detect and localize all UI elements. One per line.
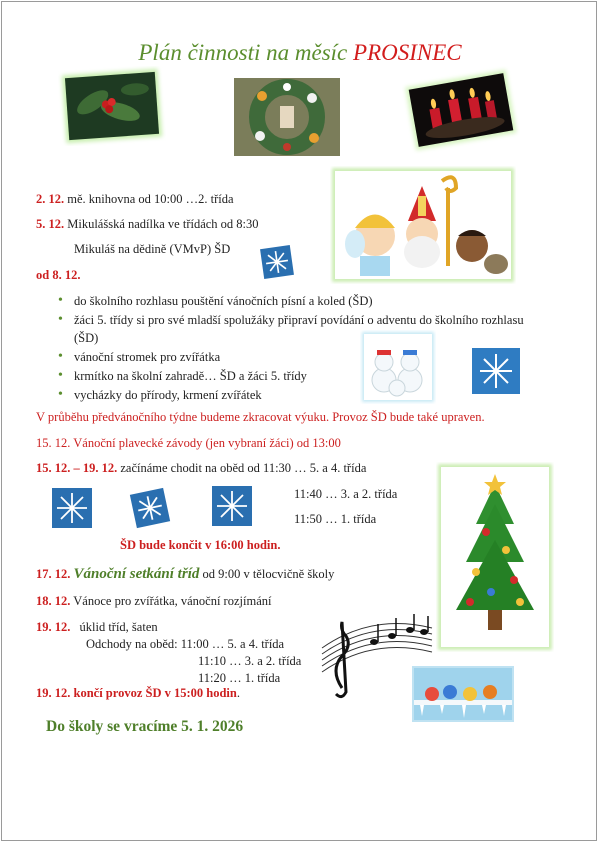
line-odchody-1120: 11:20 … 1. třída	[198, 671, 281, 685]
line-mikulas-nadilka	[36, 217, 259, 232]
notice-shortened-teaching: V průběhu předvánočního týdne budeme zkracovat výuku. Provoz ŠD bude také upraven.	[36, 410, 485, 424]
snowflake-icon	[210, 484, 254, 528]
date-label: 5. 12.	[36, 217, 65, 231]
line-konec-sd	[36, 686, 240, 701]
page-title	[0, 40, 600, 66]
line-text: končí provoz ŠD v 15:00 hodin	[73, 686, 237, 700]
line-text: Mikulášská nadílka ve třídách od 8:30	[67, 217, 259, 231]
line-odchody-1110: 11:10 … 3. a 2. třída	[198, 654, 302, 668]
holly-image	[58, 66, 166, 146]
list-item: • vánoční stromek pro zvířátka	[58, 348, 538, 366]
line-uklid	[36, 620, 158, 635]
christmas-tree-image	[436, 462, 554, 652]
line-odchody-1100: Odchody na oběd: 11:00 … 5. a 4. třída	[86, 637, 285, 651]
activity-list	[58, 292, 538, 405]
line-text: začínáme chodit na oběd od 11:30 … 5. a 4. třída	[120, 461, 367, 475]
footer-return-date: Do školy se vracíme 5. 1. 2026	[46, 718, 244, 735]
line-vanocni-setkani	[36, 566, 334, 583]
line-obed-1140: 11:40 … 3. a 2. třída	[294, 487, 398, 501]
list-item: • vycházky do přírody, krmení zvířátek	[58, 386, 538, 404]
birds-image	[410, 664, 516, 724]
date-label: 19. 12.	[36, 686, 71, 700]
list-item: • krmítko na školní zahradě… ŠD a žáci 5. třídy	[58, 367, 538, 385]
line-plavecke-zavody: 15. 12. Vánoční plavecké závody (jen vybraní žáci) od 13:00	[36, 436, 341, 450]
line-mikulas-dedina: Mikuláš na dědině (VMvP) ŠD	[74, 242, 231, 256]
list-item: • do školního rozhlasu pouštění vánočních písní a koled (ŠD)	[58, 292, 538, 310]
snowmen-image	[360, 330, 436, 404]
sd-closing-note: ŠD bude končit v 16:00 hodin.	[120, 538, 281, 552]
line-text: Vánoce pro zvířátka, vánoční rozjímání	[73, 594, 272, 608]
wreath-image	[232, 76, 342, 158]
line-obed-1150: 11:50 … 1. třída	[294, 512, 377, 526]
date-label: 18. 12.	[36, 594, 71, 608]
snowflake-icon	[470, 346, 522, 396]
line-text: od 9:00 v tělocvičně školy	[202, 567, 335, 581]
mikulas-image	[330, 166, 516, 284]
candles-image	[402, 66, 520, 154]
line-text: mě. knihovna od 10:00 …2. třída	[67, 192, 234, 206]
date-label: 15. 12. – 19. 12.	[36, 461, 118, 475]
line-knihovna	[36, 192, 234, 207]
title-highlight: PROSINEC	[353, 40, 462, 65]
title-prefix: Plán činnosti na měsíc	[138, 40, 348, 65]
date-label: 19. 12.	[36, 620, 71, 634]
line-od-8-12: od 8. 12.	[36, 268, 81, 282]
snowflake-icon	[128, 486, 172, 530]
snowflake-icon	[50, 486, 94, 530]
snowflake-icon	[258, 243, 296, 281]
event-title: Vánoční setkání tříd	[73, 566, 200, 582]
line-obed-start	[36, 461, 366, 476]
date-label: 2. 12.	[36, 192, 65, 206]
line-dot: .	[236, 686, 240, 700]
list-item: • žáci 5. třídy si pro své mladší spolužáky připraví povídání o adventu do školního rozhlasu (ŠD)	[58, 311, 544, 347]
line-text: úklid tříd, šaten	[79, 620, 158, 634]
date-label: 17. 12.	[36, 567, 71, 581]
line-vanoce-zviratka	[36, 594, 271, 609]
